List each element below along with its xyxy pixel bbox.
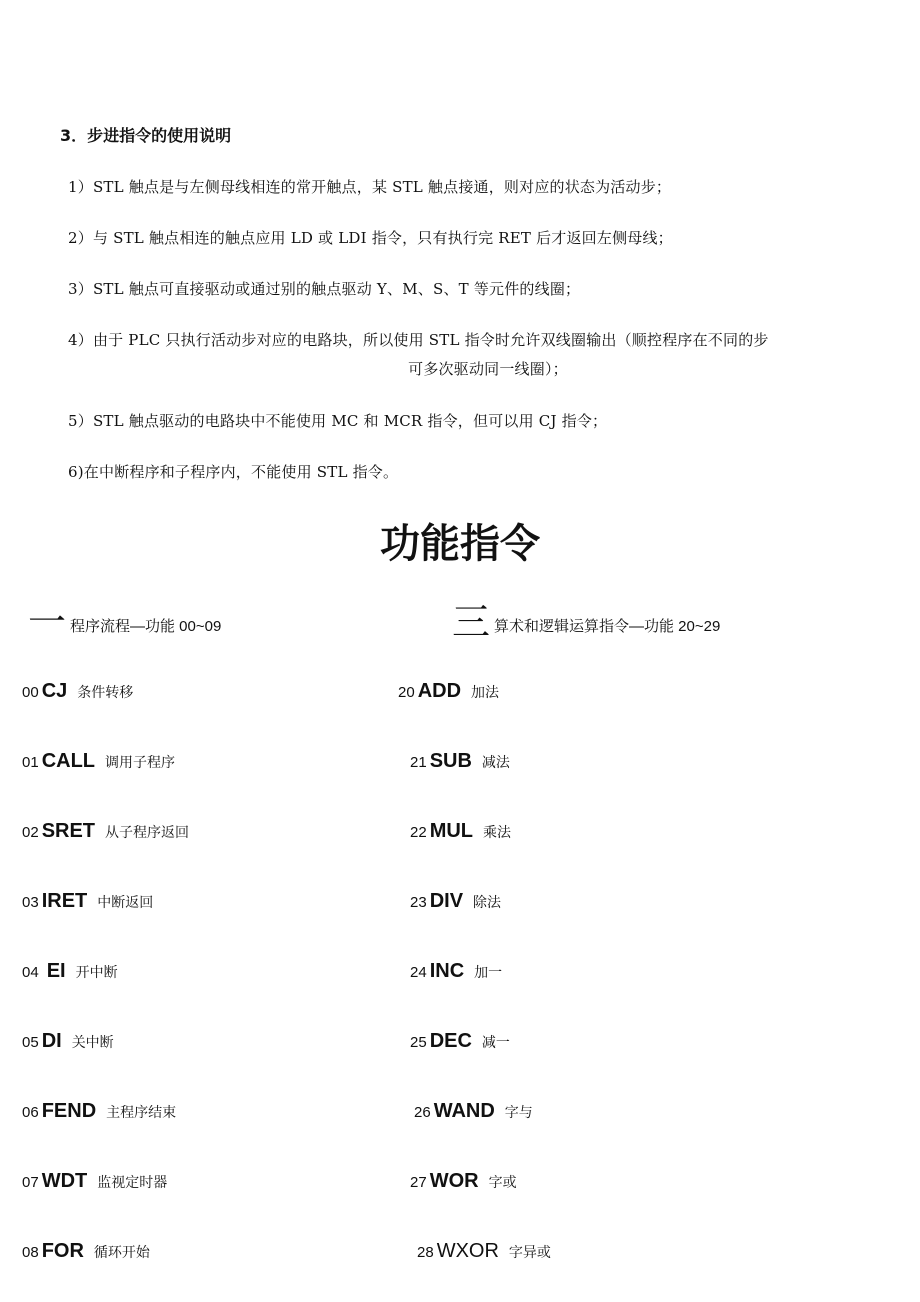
instruction-mnemonic: IRET: [41, 890, 88, 912]
instruction-mnemonic: INC: [429, 960, 465, 982]
instruction-code: 02: [22, 824, 39, 841]
instruction-item: [22, 750, 175, 773]
instruction-desc: 主程序结束: [106, 1105, 177, 1121]
section-program-flow: [28, 600, 222, 644]
instruction-desc: 从子程序返回: [105, 825, 190, 841]
instruction-desc: 减一: [481, 1035, 510, 1051]
usage-note-4: [68, 329, 908, 379]
instruction-mnemonic: DEC: [429, 1030, 472, 1052]
instruction-desc: 中断返回: [97, 895, 154, 911]
instruction-item: [22, 960, 118, 983]
instruction-code: 22: [410, 824, 427, 841]
function-instructions-title: 功能指令: [380, 521, 540, 567]
instruction-mnemonic: ADD: [417, 680, 462, 702]
instruction-mnemonic: CALL: [41, 750, 96, 772]
instruction-mnemonic: CJ: [41, 680, 68, 702]
instruction-code: 27: [410, 1174, 427, 1191]
usage-note-2: 2）与 STL 触点相连的触点应用 LD 或 LDI 指令，只有执行完 RET 后才返回左侧母线；: [68, 229, 673, 247]
instruction-code: 20: [398, 684, 415, 701]
instruction-desc: 条件转移: [77, 685, 134, 701]
instruction-item: [22, 1100, 176, 1123]
instruction-desc: 乘法: [483, 825, 512, 841]
instruction-mnemonic: FOR: [41, 1240, 84, 1262]
instruction-code: 24: [410, 964, 427, 981]
instruction-item: [22, 890, 153, 913]
instruction-code: 01: [22, 754, 39, 771]
instruction-item: [22, 1170, 167, 1193]
usage-note-4-line: 4）由于 PLC 只执行活动步对应的电路块，所以使用 STL 指令时允许双线圈输出（顺控程序在不同的步: [68, 331, 769, 349]
instruction-item: [417, 1240, 551, 1263]
instruction-desc: 监视定时器: [97, 1175, 168, 1191]
instruction-mnemonic: WDT: [41, 1170, 88, 1192]
instruction-item: [22, 1030, 114, 1053]
instruction-code: 04: [22, 964, 39, 981]
instruction-desc: 关中断: [71, 1035, 114, 1051]
instruction-item: [22, 820, 189, 843]
section-label: 算术和逻辑运算指令—功能 20~29: [494, 618, 721, 635]
instruction-mnemonic: FEND: [41, 1100, 97, 1122]
instruction-item: [410, 890, 501, 913]
usage-note-5: 5）STL 触点驱动的电路块中不能使用 MC 和 MCR 指令，但可以用 CJ 指令；: [68, 412, 608, 430]
section-label: 程序流程—功能 00~09: [70, 618, 222, 635]
instruction-item: [414, 1100, 533, 1123]
instruction-mnemonic: SUB: [429, 750, 472, 772]
instruction-code: 26: [414, 1104, 431, 1121]
instruction-item: [22, 680, 133, 703]
instruction-item: [410, 960, 502, 983]
section-number: 三: [452, 600, 491, 644]
instruction-code: 21: [410, 754, 427, 771]
instruction-desc: 开中断: [75, 965, 118, 981]
usage-note-3: 3）STL 触点可直接驱动或通过别的触点驱动 Y、M、S、T 等元件的线圈；: [68, 280, 581, 298]
instruction-mnemonic: WOR: [429, 1170, 479, 1192]
instruction-desc: 循环开始: [93, 1245, 150, 1261]
instruction-desc: 字异或: [508, 1245, 551, 1261]
instruction-code: 00: [22, 684, 39, 701]
instruction-desc: 加一: [474, 965, 503, 981]
instruction-mnemonic: WXOR: [436, 1240, 499, 1262]
instruction-item: [410, 820, 511, 843]
instruction-item: [398, 680, 499, 703]
instruction-desc: 加法: [471, 685, 500, 701]
instruction-item: [410, 1170, 517, 1193]
instruction-mnemonic: SRET: [41, 820, 96, 842]
instruction-desc: 减法: [481, 755, 510, 771]
section-arith-logic: [452, 600, 721, 644]
instruction-mnemonic: WAND: [433, 1100, 495, 1122]
instruction-mnemonic: MUL: [429, 820, 474, 842]
instruction-mnemonic: DI: [41, 1030, 62, 1052]
instruction-desc: 字或: [488, 1175, 517, 1191]
instruction-desc: 调用子程序: [105, 755, 176, 771]
instruction-code: 06: [22, 1104, 39, 1121]
usage-note-1: 1）STL 触点是与左侧母线相连的常开触点，某 STL 触点接通，则对应的状态为活动步；: [68, 178, 672, 196]
usage-note-4-continuation: 可多次驱动同一线圈）；: [408, 360, 568, 378]
instruction-desc: 除法: [473, 895, 502, 911]
instruction-item: [410, 1030, 510, 1053]
instruction-code: 25: [410, 1034, 427, 1051]
instruction-code: 07: [22, 1174, 39, 1191]
usage-note-6: 6)在中断程序和子程序内，不能使用 STL 指令。: [68, 463, 399, 481]
section-heading: 3．步进指令的使用说明: [60, 126, 232, 145]
instruction-code: 08: [22, 1244, 39, 1261]
section-number: 一: [28, 600, 67, 644]
instruction-code: 28: [417, 1244, 434, 1261]
instruction-code: 05: [22, 1034, 39, 1051]
instruction-code: 23: [410, 894, 427, 911]
instruction-desc: 字与: [504, 1105, 533, 1121]
instruction-mnemonic: DIV: [429, 890, 464, 912]
instruction-mnemonic: EI: [46, 960, 66, 982]
instruction-item: [410, 750, 510, 773]
instruction-item: [22, 1240, 150, 1263]
instruction-code: 03: [22, 894, 39, 911]
